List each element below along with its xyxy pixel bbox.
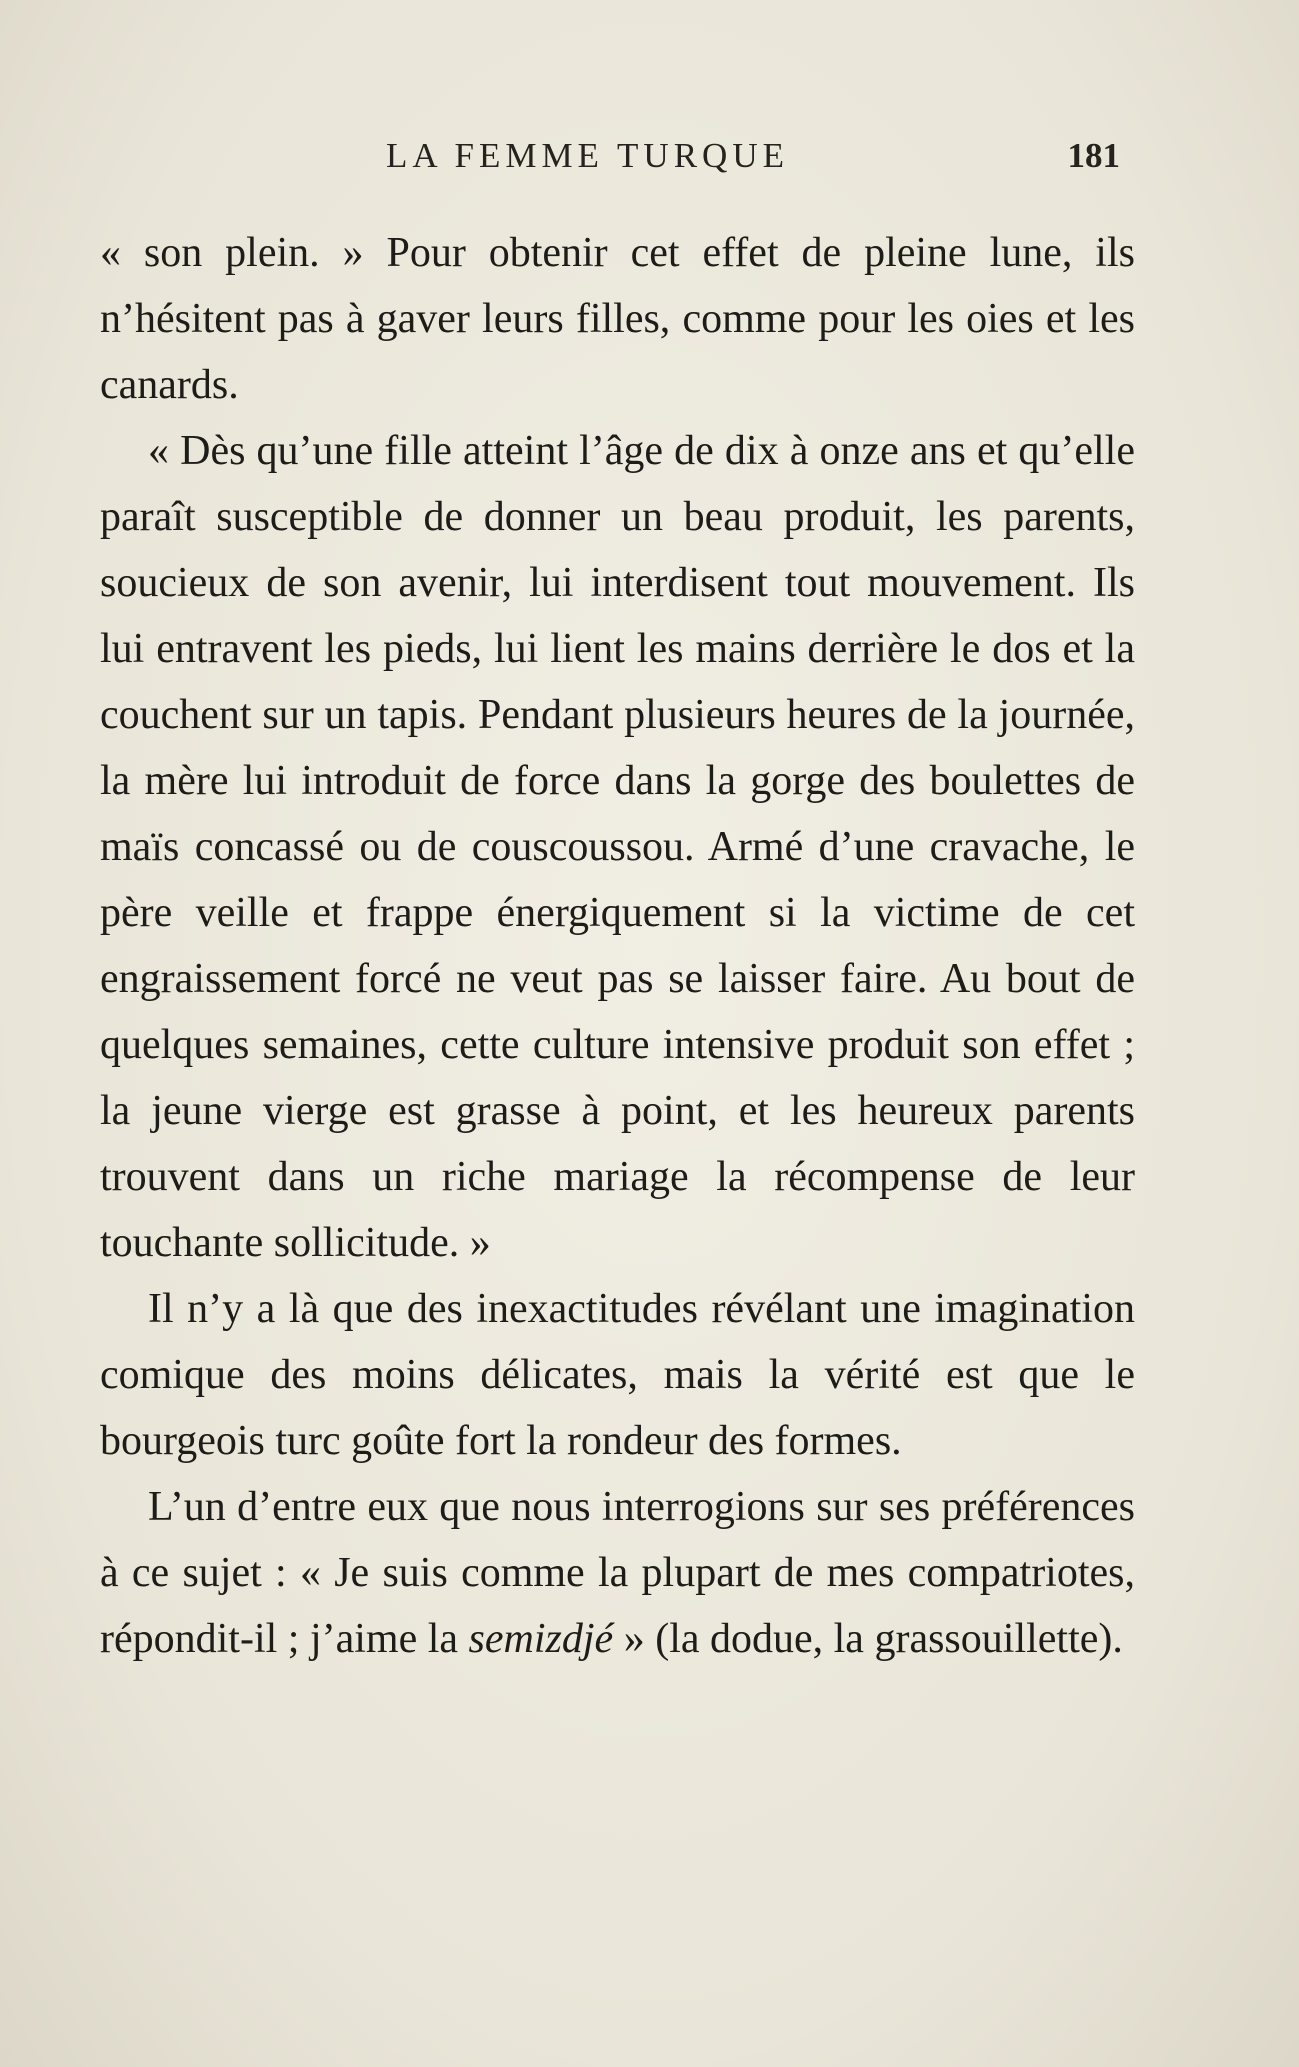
paragraph-4-text-before: L’un d’entre eux que nous interrogions sur ses préférences à ce sujet : « Je suis comme la plupart de mes compatriotes, répondit-il ; j’aime la — [100, 1484, 1135, 1662]
italic-term: semizdjé — [468, 1616, 614, 1662]
paragraph-4 — [100, 1474, 1135, 1672]
running-head — [100, 136, 1120, 186]
running-title: LA FEMME TURQUE — [386, 136, 789, 175]
body-text — [100, 220, 1135, 1672]
paragraph-1: « son plein. » Pour obtenir cet effet de pleine lune, ils n’hésitent pas à gaver leurs filles, comme pour les oies et les canards. — [100, 230, 1135, 408]
paragraph-2: « Dès qu’une fille atteint l’âge de dix à onze ans et qu’elle paraît susceptible de donner un beau produit, les parents, soucieux de son avenir, lui interdisent tout mouvement. Ils lui entravent les pieds, lui lient les mains derrière le dos et la couchent sur un tapis. Pendant plusieurs heures de la journée, la mère lui introduit de force dans la gorge des boulettes de maïs concassé ou de couscoussou. Armé d’une cravache, le père veille et frappe énergiquement si la victime de cet engraissement forcé ne veut pas se laisser faire. Au bout de quelques semaines, cette culture intensive produit son effet ; la jeune vierge est grasse à point, et les heureux parents trouvent dans un riche mariage la récompense de leur touchante sollicitude. » — [100, 428, 1135, 1266]
page-number: 181 — [1067, 136, 1120, 175]
paragraph-4-text-after: » (la dodue, la grassouillette). — [613, 1616, 1123, 1662]
paragraph-3: Il n’y a là que des inexactitudes révélant une imagination comique des moins délicates, mais la vérité est que le bourgeois turc goûte fort la rondeur des formes. — [100, 1286, 1135, 1464]
